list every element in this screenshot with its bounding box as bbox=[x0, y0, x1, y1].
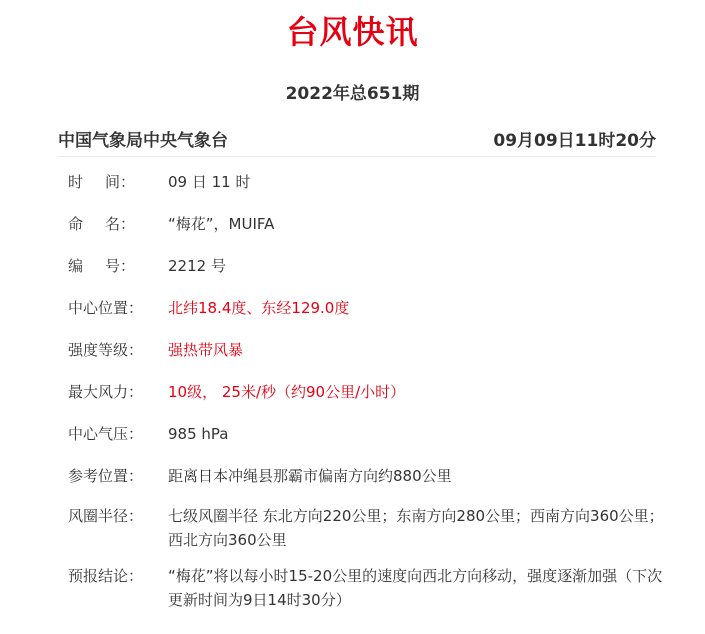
field-value-max-wind: 10级， 25米/秒（约90公里/小时） bbox=[168, 383, 406, 401]
field-row-wind-radius bbox=[68, 504, 668, 564]
source-agency: 中国气象局中央气象台 bbox=[58, 131, 228, 151]
field-row-center-position bbox=[68, 296, 668, 338]
page-title: 台风快讯 bbox=[286, 13, 419, 51]
field-value-name: “梅花”，MUIFA bbox=[168, 215, 275, 233]
field-label-time: 时 间： bbox=[68, 173, 136, 191]
field-value-wind-radius: 七级风圈半径 东北方向220公里；东南方向280公里；西南方向360公里；西北方向360公里 bbox=[168, 507, 664, 549]
field-row-pressure bbox=[68, 422, 668, 464]
field-label-center-position: 中心位置： bbox=[68, 299, 144, 317]
field-value-pressure: 985 hPa bbox=[168, 425, 229, 443]
field-value-time: 09 日 11 时 bbox=[168, 173, 251, 191]
field-label-forecast: 预报结论： bbox=[68, 567, 144, 585]
field-row-max-wind bbox=[68, 380, 668, 422]
field-label-name: 命 名： bbox=[68, 215, 136, 233]
field-label-pressure: 中心气压： bbox=[68, 425, 144, 443]
field-label-reference-position: 参考位置： bbox=[68, 467, 144, 485]
field-label-wind-radius: 风圈半径： bbox=[68, 507, 144, 525]
typhoon-info-list bbox=[68, 170, 668, 624]
issue-number: 2022年总651期 bbox=[285, 84, 420, 104]
field-value-reference-position: 距离日本冲绳县那霸市偏南方向约880公里 bbox=[168, 467, 452, 485]
field-value-intensity: 强热带风暴 bbox=[168, 341, 244, 359]
field-label-max-wind: 最大风力： bbox=[68, 383, 144, 401]
bulletin-datetime: 09月09日11时20分 bbox=[493, 131, 656, 151]
field-row-reference-position bbox=[68, 464, 668, 504]
bulletin-header bbox=[58, 126, 656, 157]
field-value-forecast: “梅花”将以每小时15-20公里的速度向西北方向移动，强度逐渐加强（下次更新时间为9日14时30分） bbox=[168, 567, 663, 609]
field-row-number bbox=[68, 254, 668, 296]
field-label-number: 编 号： bbox=[68, 257, 136, 275]
field-row-forecast bbox=[68, 564, 668, 624]
field-value-number: 2212 号 bbox=[168, 257, 226, 275]
field-value-center-position: 北纬18.4度、东经129.0度 bbox=[168, 299, 350, 317]
field-row-time bbox=[68, 170, 668, 212]
field-row-intensity bbox=[68, 338, 668, 380]
field-label-intensity: 强度等级： bbox=[68, 341, 144, 359]
field-row-name bbox=[68, 212, 668, 254]
